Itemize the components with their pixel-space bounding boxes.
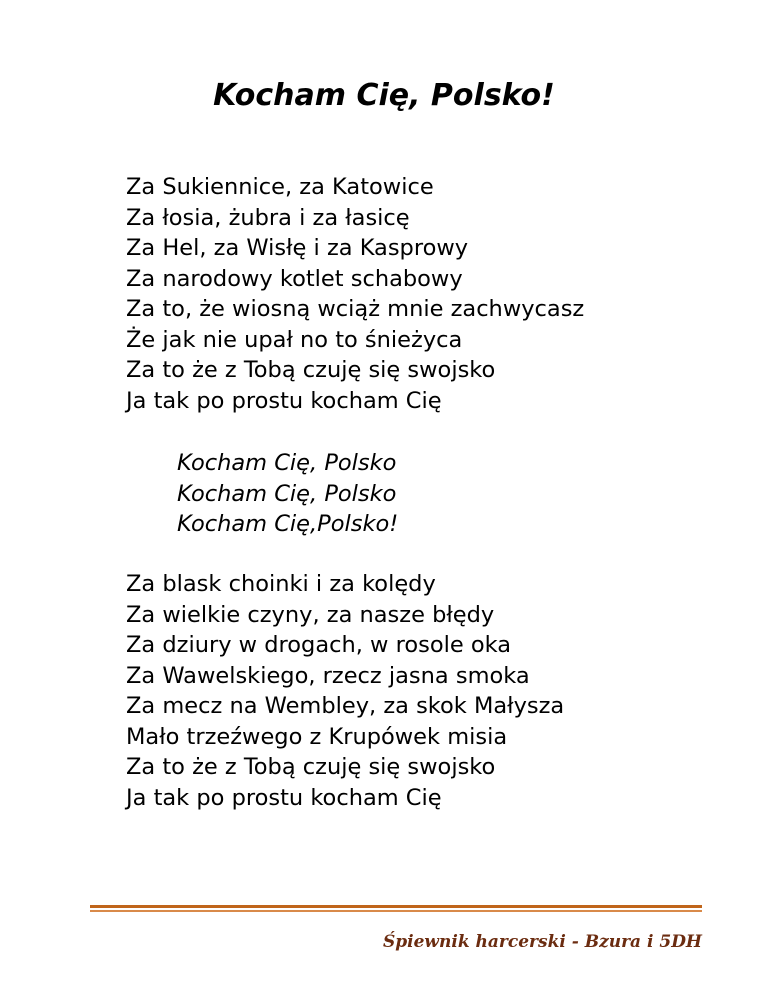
stanza-line: Za łosia, żubra i za łasicę [126,204,410,231]
stanza-line: Ja tak po prostu kocham Cię [126,387,442,414]
chorus-line: Kocham Cię, Polsko [177,450,397,476]
footer-divider [90,905,702,908]
stanza-line: Za Wawelskiego, rzecz jasna smoka [126,662,530,689]
stanza-line: Za narodowy kotlet schabowy [126,265,463,292]
chorus-line: Kocham Cię,Polsko! [177,511,399,537]
song-title: Kocham Cię, Polsko! [213,78,555,113]
stanza-line: Za mecz na Wembley, za skok Małysza [126,693,565,719]
chorus-line: Kocham Cię, Polsko [177,480,397,507]
chorus [177,448,398,540]
stanza-line: Za dziury w drogach, w rosole oka [126,632,512,658]
footer-caption: Śpiewnik harcerski - Bzura i 5DH [382,932,702,952]
stanza-line: Za to, że wiosną wciąż mnie zachwycasz [126,296,585,322]
stanza-line: Za to że z Tobą czuję się swojsko [126,754,496,780]
stanza-line: Mało trzeźwego z Krupówek misia [126,723,508,750]
stanza-line: Za blask choinki i za kolędy [126,571,436,597]
footer-divider-thin [90,910,702,912]
stanza-line: Za Hel, za Wisłę i za Kasprowy [126,235,469,261]
stanza-line: Że jak nie upał no to śnieżyca [126,326,463,353]
stanza-line: Za wielkie czyny, za nasze błędy [126,601,495,628]
stanza-2 [126,569,564,813]
stanza-line: Za Sukiennice, za Katowice [126,174,434,200]
stanza-line: Ja tak po prostu kocham Cię [126,784,442,811]
stanza-line: Za to że z Tobą czuję się swojsko [126,357,496,383]
stanza-1 [126,172,584,416]
